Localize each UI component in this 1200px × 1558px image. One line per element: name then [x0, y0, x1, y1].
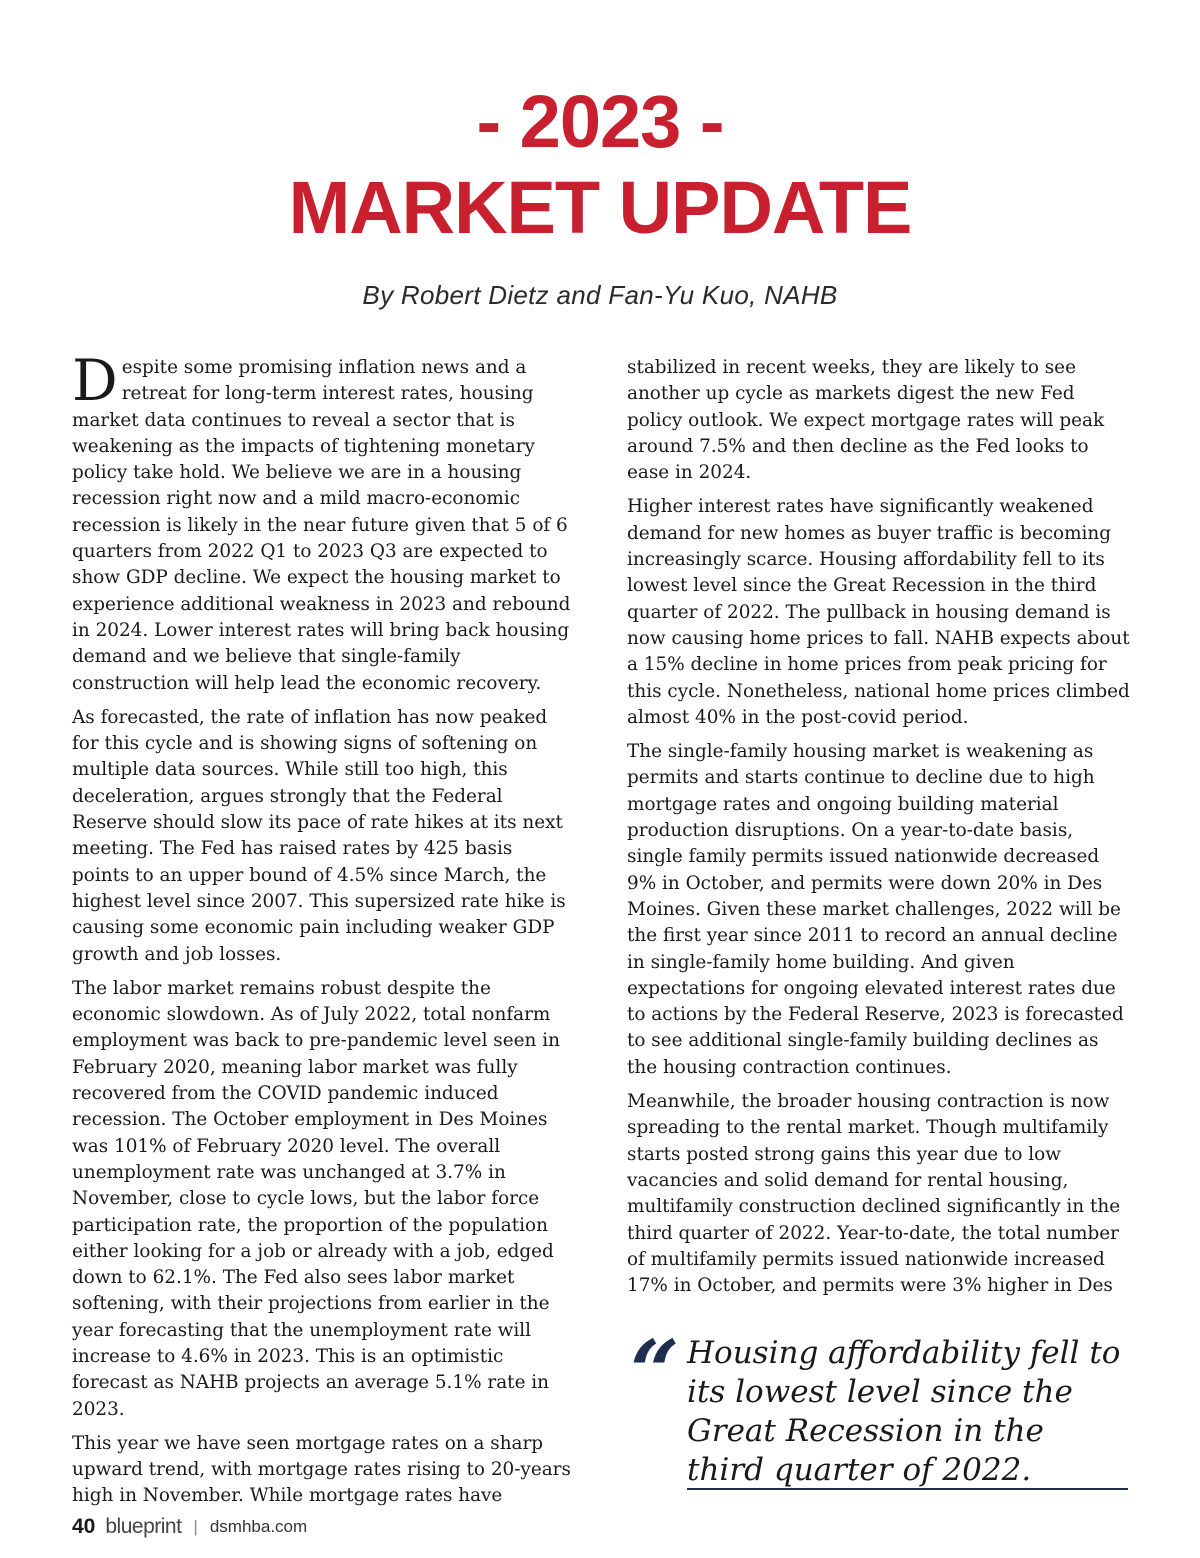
pull-quote-text: Housing affordability fell to its lowest level since the Great Recession in the third quarter of 2022.	[687, 1335, 1121, 1488]
website-link[interactable]: dsmhba.com	[209, 1517, 308, 1536]
pull-quote-rule	[687, 1488, 1128, 1490]
right-column	[627, 355, 1132, 1307]
paragraph: Higher interest rates have significantly weakened demand for new homes as buyer traffic is becoming increasingly scarce. Housing affordability fell to its lowest level since the Great Recession in the third quarter of 2022. The pullback in housing demand is now causing home prices to fall. NAHB expects about a 15% decline in home prices from peak pricing for this cycle. Nonetheless, national home prices climbed almost 40% in the post-covid period.	[627, 496, 1130, 728]
paragraph: The single-family housing market is weakening as permits and starts continue to decline due to high mortgage rates and ongoing building material production disruptions. On a year-to-date basis, single family permits issued nationwide decreased 9% in October, and permits were down 20% in Des Moines. Given these market challenges, 2022 will be the first year since 2011 to record an annual decline in single-family home building. And given expectations for ongoing elevated interest rates due to actions by the Federal Reserve, 2023 is forecasted to see additional single-family building declines as the housing contraction continues.	[627, 741, 1124, 1078]
paragraph: stabilized in recent weeks, they are likely to see another up cycle as markets digest the new Fed policy outlook. We expect mortgage rates will peak around 7.5% and then decline as the Fed looks to ease in 2024.	[627, 357, 1105, 484]
paragraph: Meanwhile, the broader housing contraction is now spreading to the rental market. Though multifamily starts posted strong gains this year due to low vacancies and solid demand for rental housing, multifamily construction declined significantly in the third quarter of 2022. Year-to-date, the total number of multifamily permits issued nationwide increased 17% in October, and permits were 3% higher in Des	[627, 1091, 1121, 1297]
paragraph-text: espite some promising inflation news and a retreat for long-term interest rates, housing market data continues to reveal a sector that is weakening as the impacts of tightening monetary policy take hold. We believe we are in a housing recession right now and a mild macro-economic recession is likely in the near future given that 5 of 6 quarters from 2022 Q1 to 2023 Q3 are expected to show GDP decline. We expect the housing market to experience additional weakness in 2023 and rebound in 2024. Lower interest rates will bring back housing demand and we believe that single-family construction will help lead the economic recovery.	[72, 357, 571, 694]
page-footer	[72, 1512, 307, 1542]
paragraph: This year we have seen mortgage rates on a sharp upward trend, with mortgage rates rising to 20-years high in November. While mortgage rates have	[72, 1432, 571, 1507]
drop-cap: D	[72, 348, 118, 414]
title-year: - 2023 -	[476, 80, 724, 163]
left-column	[72, 348, 572, 1518]
brand-logo: blueprint	[105, 1515, 182, 1538]
footer-separator: |	[193, 1517, 198, 1536]
paragraph: As forecasted, the rate of inflation has now peaked for this cycle and is showing signs of softening on multiple data sources. While still too high, this deceleration, argues strongly that the Federal Reserve should slow its pace of rate hikes at its next meeting. The Fed has raised rates by 425 basis points to an upper bound of 4.5% since March, the highest level since 2007. This supersized rate hike is causing some economic pain including weaker GDP growth and job losses.	[72, 706, 566, 965]
quote-mark-icon: “	[630, 1322, 680, 1423]
page-number: 40	[72, 1515, 96, 1538]
pull-quote	[630, 1322, 1130, 1495]
byline: By Robert Dietz and Fan-Yu Kuo, NAHB	[362, 280, 838, 310]
paragraph: The labor market remains robust despite the economic slowdown. As of July 2022, total nonfarm employment was back to pre-pandemic level seen in February 2020, meaning labor market was fully recovered from the COVID pandemic induced recession. The October employment in Des Moines was 101% of February 2020 level. The overall unemployment rate was unchanged at 3.7% in November, close to cycle lows, but the labor force participation rate, the proportion of the population either looking for a job or already with a job, edged down to 62.1%. The Fed also sees labor market softening, with their projections from earlier in the year forecasting that the unemployment rate will increase to 4.6% in 2023. This is an optimistic forecast as NAHB projects an average 5.1% rate in 2023.	[72, 977, 560, 1420]
paragraph	[72, 348, 572, 697]
page-title: MARKET UPDATE	[288, 166, 912, 249]
